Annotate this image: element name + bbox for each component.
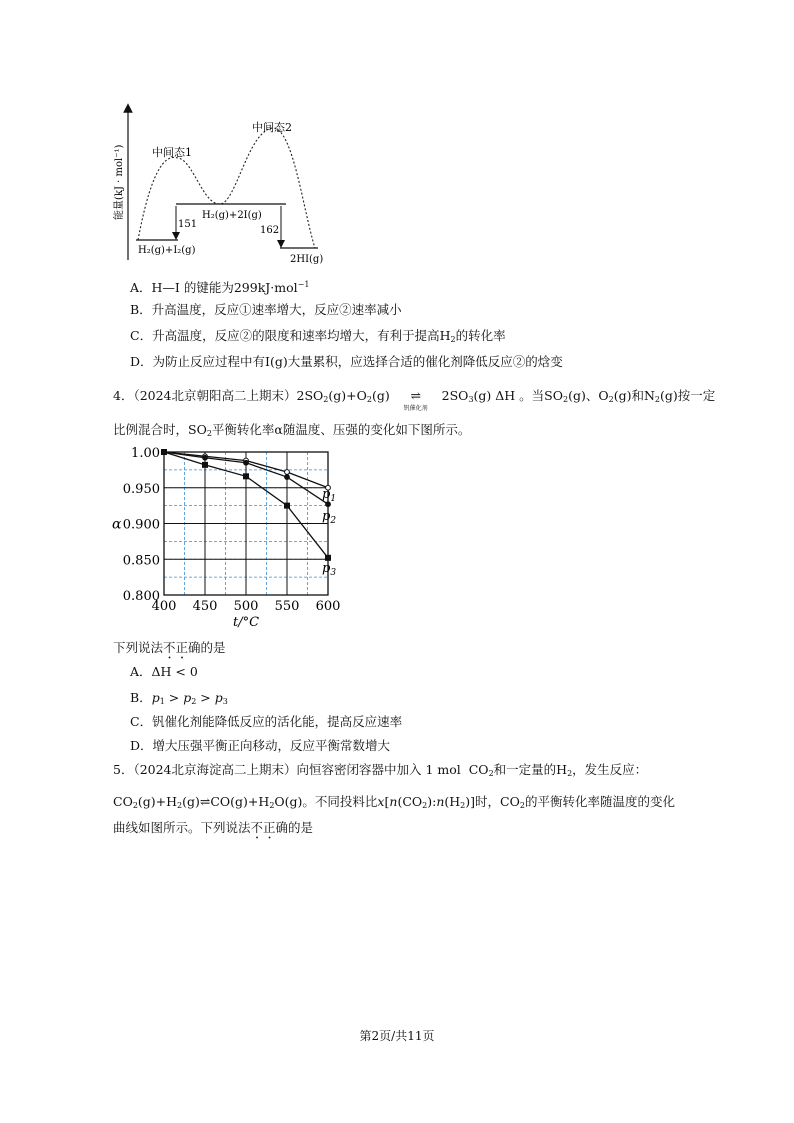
q3-option-a: A．H—I 的键能为299kJ·mol$^{-1}$: [130, 280, 310, 295]
x-axis-label: t/°C: [232, 615, 260, 630]
q4-option-b: B．$p_1 > p_2 > p_3$: [130, 690, 228, 706]
catalyst-label: 钒催化剂: [403, 405, 428, 412]
data-point-p3: [162, 450, 167, 455]
x-tick-label: 550: [274, 599, 300, 614]
q4-option-a: A．ΔH < 0: [130, 664, 198, 679]
intermediate-2-label: 中间态2: [252, 121, 292, 134]
products-label: 2HI(g): [290, 254, 324, 265]
q4-question: 下列说法不正确的是: [113, 640, 226, 655]
series-label-p2: $p_2$: [322, 509, 337, 527]
q3-option-d: D．为防止反应过程中有I(g)大量累积，应选择合适的催化剂降低反应②的焓变: [130, 354, 563, 369]
energy-diagram: [108, 100, 348, 270]
data-point-p2: [244, 460, 249, 465]
q4-stem-line2: 比例混合时，$SO_2$平衡转化率α随温度、压强的变化如下图所示。: [113, 422, 471, 438]
series-label-p1: $p_1$: [322, 486, 337, 504]
data-point-p2: [326, 502, 331, 507]
q3-option-b: B．升高温度，反应①速率增大，反应②速率减小: [130, 302, 402, 317]
q4-stem-line1: 4．（2024北京朝阳高二上期末）$2SO_2(g)+O_2(g)$ ⇌ 钒催化剂 $2SO_3(g)$ ΔH 。当$SO_2(g)$、$O_2(g)$和$N_2(g)$按一定: [113, 388, 715, 408]
q5-stem-line1: 5．（2024北京海淀高二上期末）向恒容密闭容器中加入 1 mol $CO_2$和一定量的$H_2$，发生反应：: [113, 762, 648, 778]
y-tick-label: 0.950: [122, 481, 160, 497]
q5-stem-line2: $CO_2(g)+H_2(g)\rightleftharpoons CO(g)+H_2O(g)$。不同投料比$x[n(CO_2):n(H_2)]$时，$CO_2$的平衡转化率随温度的变化: [113, 794, 675, 810]
value-151: 151: [178, 219, 198, 230]
data-point-p2: [203, 455, 208, 460]
data-point-p3: [326, 555, 331, 560]
y-tick-label: 1.00: [131, 446, 160, 461]
q5-stem-line3: 曲线如图所示。下列说法不正确的是: [113, 820, 314, 835]
x-tick-label: 500: [233, 599, 259, 614]
middle-label: H₂(g)+2I(g): [202, 210, 262, 221]
page-footer: 第2页/共11页: [359, 1029, 435, 1043]
data-point-p1: [285, 470, 290, 475]
y-axis-label: α: [112, 516, 122, 533]
q4-option-c: C．钒催化剂能降低反应的活化能，提高反应速率: [130, 714, 403, 729]
x-tick-label: 600: [315, 599, 341, 614]
data-point-p2: [285, 475, 290, 480]
series-label-p3: $p_3$: [322, 560, 337, 578]
q3-option-c: C．升高温度，反应②的限度和速率均增大，有利于提高$H_2$的转化率: [130, 328, 506, 344]
conversion-chart: [108, 440, 378, 635]
x-tick-label: 450: [192, 599, 218, 614]
reactants-label: H₂(g)+I₂(g): [138, 245, 196, 256]
data-point-p3: [203, 462, 208, 467]
data-point-p3: [244, 474, 249, 479]
value-162: 162: [260, 225, 280, 236]
intermediate-1-label: 中间态1: [152, 146, 192, 159]
y-tick-label: 0.800: [122, 589, 160, 604]
data-point-p3: [285, 503, 290, 508]
y-tick-label: 0.900: [122, 517, 160, 533]
x-tick-label: 400: [151, 599, 177, 614]
q4-option-d: D．增大压强平衡正向移动，反应平衡常数增大: [130, 738, 391, 753]
energy-axis-label: 能量(kJ · mol⁻¹): [114, 144, 125, 220]
y-tick-label: 0.850: [122, 553, 160, 569]
